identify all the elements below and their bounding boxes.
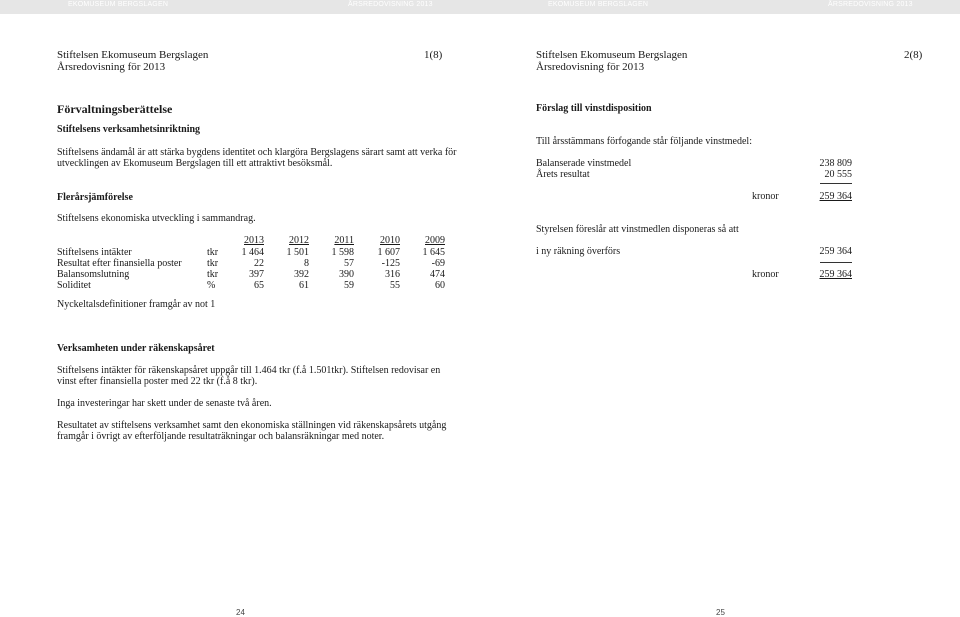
key-figures-note: Nyckeltalsdefinitioner framgår av not 1 [57,299,216,310]
body-text: Stiftelsens intäkter för räkenskapsåret uppgår till 1.464 tkr (f.å 1.501tkr). Stiftelsen redovisar en [57,365,441,376]
table-cell: 316 [385,269,400,280]
page-right [480,14,960,615]
sum-line [820,262,852,263]
table-row-label: Stiftelsens intäkter [57,247,132,258]
strip-label: EKOMUSEUM BERGSLAGEN [68,1,169,8]
section-heading: Förvaltningsberättelse [57,102,173,116]
year-header: 2013 [244,235,264,246]
table-cell: 65 [254,280,264,291]
year-header: 2009 [425,235,445,246]
disposition-row-value: 238 809 [819,158,852,169]
table-row-label: Resultat efter finansiella poster [57,258,182,269]
table-cell: 1 464 [241,247,264,258]
disposition-row-value: 20 555 [824,169,852,180]
sum-line [820,183,852,184]
total-value: 259 364 [819,191,852,202]
page-number: 24 [236,608,245,617]
disposition-row-label: Balanserade vinstmedel [536,158,632,169]
multiyear-heading: Flerårsjämförelse [57,192,133,203]
total-unit: kronor [752,191,779,202]
year-header: 2010 [380,235,400,246]
page-ref: 2(8) [904,49,923,61]
carry-total-value: 259 364 [819,269,852,280]
year-header: 2011 [334,235,354,246]
summary-intro: Stiftelsens ekonomiska utveckling i sammandrag. [57,213,256,224]
page-number: 25 [716,608,725,617]
year-header: 2012 [289,235,309,246]
table-cell: 55 [390,280,400,291]
table-cell: 1 607 [377,247,400,258]
org-name: Stiftelsen Ekomuseum Bergslagen [536,49,688,61]
table-cell: 397 [249,269,264,280]
table-cell: 474 [430,269,445,280]
strip-label: ÅRSREDOVISNING 2013 [828,1,913,8]
sub-heading: Stiftelsens verksamhetsinriktning [57,124,201,135]
section-heading: Förslag till vinstdisposition [536,103,652,114]
strip-label: EKOMUSEUM BERGSLAGEN [548,1,649,8]
table-row-label: Soliditet [57,280,91,291]
body-text: vinst efter finansiella poster med 22 tkr (f.å 8 tkr). [57,376,258,387]
table-cell: 59 [344,280,354,291]
table-cell: 1 645 [422,247,445,258]
table-cell: 61 [299,280,309,291]
page-left [0,14,480,615]
table-cell: 60 [435,280,445,291]
report-title: Årsredovisning för 2013 [536,61,645,73]
carry-value: 259 364 [819,246,852,257]
table-cell: 22 [254,258,264,269]
disposition-intro: Till årsstämmans förfogande står följande vinstmedel: [536,136,752,147]
body-text: Inga investeringar har skett under de senaste två åren. [57,398,272,409]
report-title: Årsredovisning för 2013 [57,61,166,73]
table-row-unit: tkr [207,247,219,258]
table-row-unit: tkr [207,269,219,280]
disposition-row-label: Årets resultat [536,169,590,180]
table-cell: 390 [339,269,354,280]
table-cell: 392 [294,269,309,280]
strip-label: ÅRSREDOVISNING 2013 [348,1,433,8]
org-name: Stiftelsen Ekomuseum Bergslagen [57,49,209,61]
table-cell: 1 501 [286,247,309,258]
carry-label: i ny räkning överförs [536,246,621,257]
table-cell: 1 598 [331,247,354,258]
table-cell: -125 [381,258,400,269]
body-text: framgår i övrigt av efterföljande resultaträkningar och balansräkningar med noter. [57,431,385,442]
table-row-unit: tkr [207,258,219,269]
table-row-unit: % [207,280,216,291]
carry-total-unit: kronor [752,269,779,280]
purpose-text: Stiftelsens ändamål är att stärka bygdens identitet och klargöra Bergslagens särart samt att verka för [57,147,457,158]
body-text: Resultatet av stiftelsens verksamhet samt den ekonomiska ställningen vid räkenskapsårets utgång [57,420,447,431]
page-ref: 1(8) [424,49,443,61]
proposal-text: Styrelsen föreslår att vinstmedlen disponeras så att [536,224,739,235]
purpose-text: utvecklingen av Ekomuseum Bergslagen till ett attraktivt besöksmål. [57,158,333,169]
table-cell: -69 [431,258,445,269]
year-heading: Verksamheten under räkenskapsåret [57,343,215,354]
table-row-label: Balansomslutning [57,269,130,280]
table-cell: 8 [304,258,309,269]
table-cell: 57 [344,258,354,269]
header-strip [0,0,960,14]
